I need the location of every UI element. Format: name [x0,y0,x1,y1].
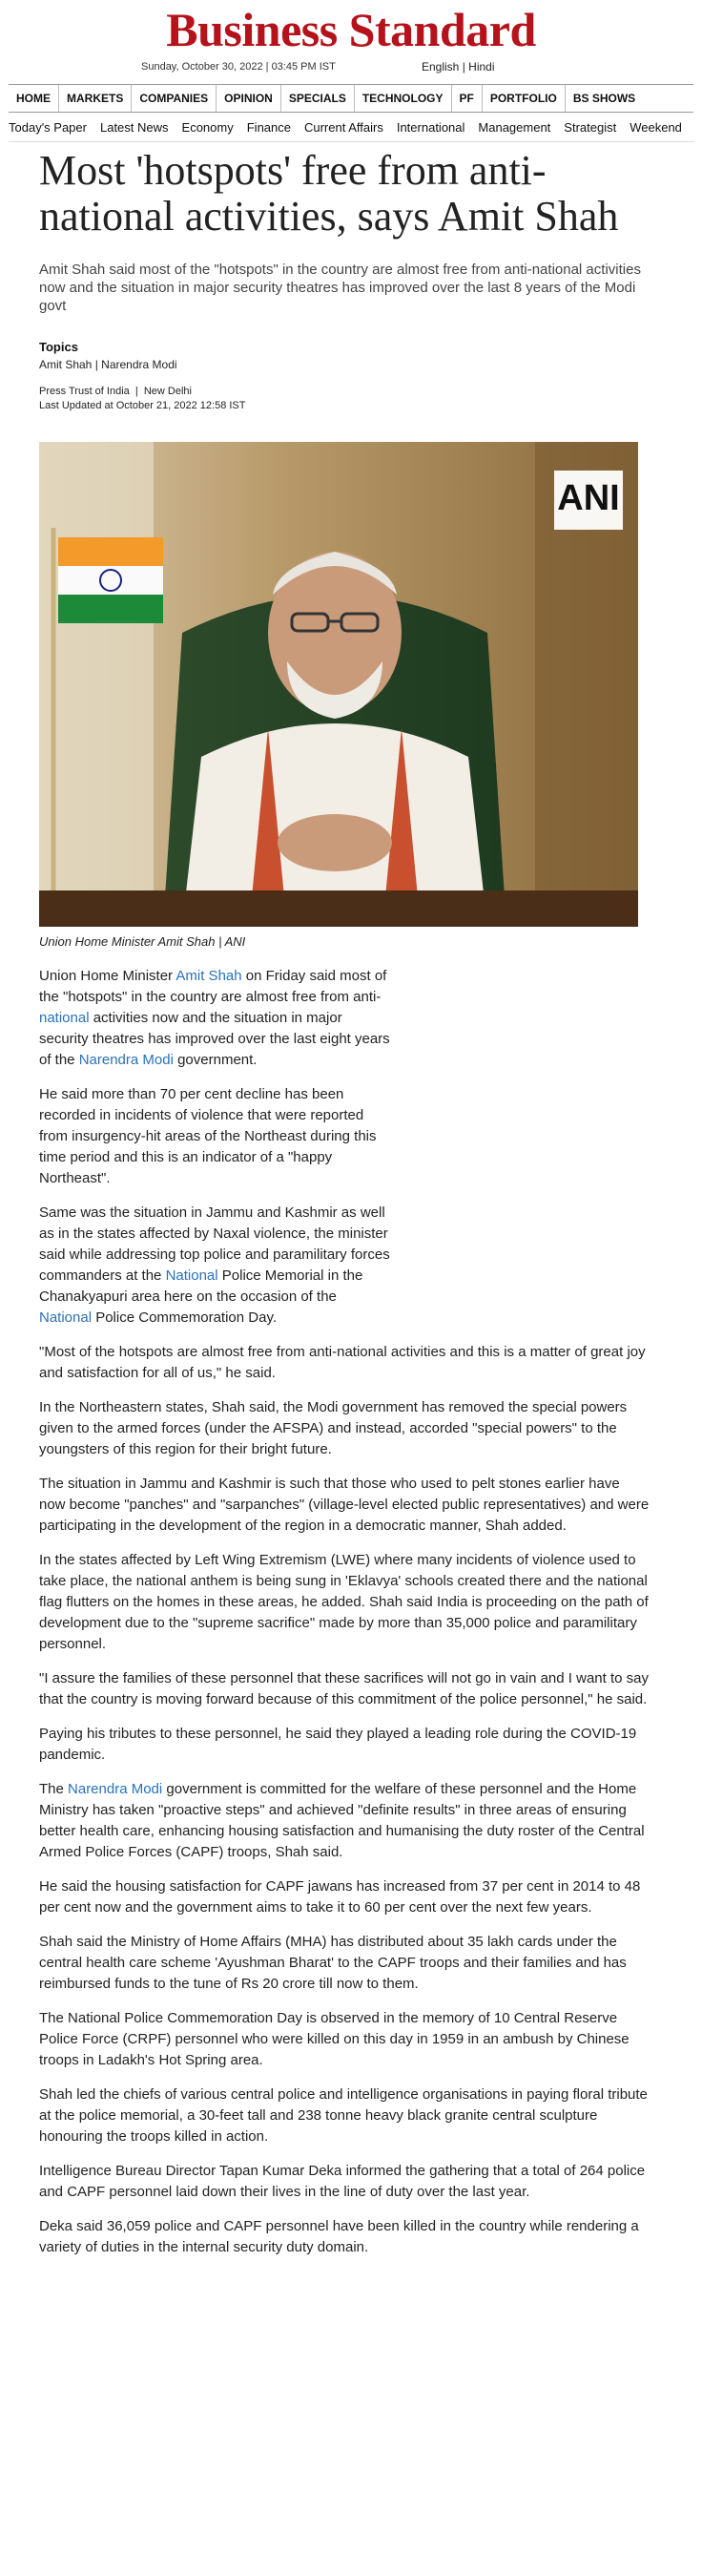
subnav-economy[interactable]: Economy [181,119,234,135]
sub-nav [9,113,693,142]
nav-specials[interactable]: SPECIALS [281,85,355,112]
text-run: The [39,1781,69,1797]
national-link[interactable]: National [165,1267,218,1284]
national-link[interactable]: National [39,1309,93,1326]
article-meta [39,385,702,413]
lang-separator: | [459,60,469,73]
nav-markets[interactable]: MARKETS [59,85,132,112]
narendra-modi-link[interactable]: Narendra Modi [78,1052,174,1068]
masthead [0,0,702,84]
text-run: Police Commemoration Day. [92,1309,277,1326]
main-nav [9,84,693,113]
paragraph-wrap [39,1203,392,1329]
lang-hindi-link[interactable]: Hindi [468,60,495,73]
language-switch [422,60,495,73]
subnav-international[interactable]: International [396,119,465,135]
nav-pf[interactable]: PF [452,85,483,112]
text-run: on Friday said most of the "hotspots" in the country are almost free from anti- [39,968,387,1005]
photo-caption: Union Home Minister Amit Shah | ANI [39,934,246,949]
paragraph: Shah said the Ministry of Home Affairs (MHA) has distributed about 35 lakh cards under the central health care scheme 'Ayushman Bharat' to the CAPF troops and their families and has reimbursed funds to the tune of Rs 20 crore till now to them. [39,1934,627,1992]
subnav-strategist[interactable]: Strategist [564,119,617,135]
article-source: Press Trust of India | New Delhi [39,386,192,397]
topic-amit-shah-link[interactable]: Amit Shah [39,358,93,371]
photo-illustration [39,442,638,927]
topic-narendra-modi-link[interactable]: Narendra Modi [101,358,177,371]
paragraph [39,1779,650,1863]
paragraph: Deka said 36,059 police and CAPF personnel have been killed in the country while rendering a variety of duties in the internal security duty domain. [39,2218,639,2255]
subnav-management[interactable]: Management [478,119,551,135]
subnav-todays-paper[interactable]: Today's Paper [9,119,87,135]
ani-watermark: ANI [557,478,620,518]
text-run: Police Memorial in the Chanakyapuri area here on the occasion of the [39,1267,363,1305]
paragraph: The National Police Commemoration Day is observed in the memory of 10 Central Reserve Police Force (CRPF) personnel who were killed on this day in 1959 in an ambush by Chinese troops in Ladakh's Hot Spring area. [39,2010,630,2068]
nav-bs-shows[interactable]: BS SHOWS [572,92,636,105]
article-summary: Amit Shah said most of the "hotspots" in the country are almost free from anti-national activities now and the situation in major security theatres has improved over the last 8 years of the Modi govt [39,262,641,314]
article-headline: Most 'hotspots' free from anti-national activities, says Amit Shah [39,147,619,240]
article-body [39,966,650,2258]
text-run: government. [173,1052,258,1068]
subnav-weekend[interactable]: Weekend [630,119,682,135]
nav-portfolio[interactable]: PORTFOLIO [483,85,566,112]
text-run: Same was the situation in Jammu and Kashmir as well as in the states affected by Naxal violence, the minister said while addressing top police and paramilitary forces commanders at the [39,1204,390,1284]
paragraph: Intelligence Bureau Director Tapan Kumar Deka informed the gathering that a total of 264 police and CAPF personnel laid down their lives in the line of duty over the last year. [39,2163,646,2200]
topic-separator: | [92,358,102,371]
article-photo [39,442,638,927]
dateline: Sunday, October 30, 2022 | 03:45 PM IST [141,61,336,73]
text-run: activities now and the situation in major security theatres has improved over the last eight years of the [39,1010,390,1068]
paragraph [39,966,392,1071]
paragraph: "I assure the families of these personnel that these sacrifices will not go in vain and I want to say that the country is moving forward because of this commitment of the police personnel," he said. [39,1670,649,1707]
paragraph: In the states affected by Left Wing Extremism (LWE) where many incidents of violence used to take place, the national anthem is being sung in 'Eklavya' schools created there and the national flag flutters on the homes in these areas, he added. Shah said India is proceeding on the path of development due to the "supreme sacrifice" made by more than 35,000 police and paramilitary personnel. [39,1552,649,1652]
paragraph: Shah led the chiefs of various central police and intelligence organisations in paying floral tribute at the police memorial, a 30-feet tall and 238 tonne heavy black granite central sculpture honouring the troops killed in action. [39,2086,648,2145]
nav-companies[interactable]: COMPANIES [132,85,217,112]
paragraph: In the Northeastern states, Shah said, the Modi government has removed the special powers given to the armed forces (under the AFSPA) and instead, accorded "special powers" to the youngsters of this region for their bright future. [39,1399,628,1457]
paragraph: He said more than 70 per cent decline has been recorded in incidents of violence that were reported from insurgency-hit areas of the Northeast during this time period and this is an indicator of a "happy Northeast". [39,1086,377,1186]
national-link[interactable]: national [39,1010,90,1026]
lang-english-link[interactable]: English [422,60,460,73]
paragraph: Paying his tributes to these personnel, he said they played a leading role during the COVID-19 pandemic. [39,1726,637,1763]
subnav-finance[interactable]: Finance [246,119,291,135]
text-run: Union Home Minister [39,968,176,984]
paragraph [39,1203,650,1329]
paragraph: He said the housing satisfaction for CAPF jawans has increased from 37 per cent in 2014 to 48 per cent now and the government aims to take it to 60 per cent over the next few years. [39,1878,641,1916]
narendra-modi-link[interactable]: Narendra Modi [68,1781,163,1797]
nav-home[interactable]: HOME [9,85,59,112]
subnav-current-affairs[interactable]: Current Affairs [303,119,383,135]
article [0,148,702,2258]
paragraph: "Most of the hotspots are almost free from anti-national activities and this is a matter of great joy and satisfaction for all of us," he said. [39,1344,646,1381]
nav-opinion[interactable]: OPINION [217,85,281,112]
nav-technology[interactable]: TECHNOLOGY [355,85,452,112]
text-run: government is committed for the welfare of these personnel and the Home Ministry has taken "proactive steps" and achieved "definite results" in three areas of ensuring better health care, enhancing housing satisfaction and humanising the duty roster of the Central Armed Police Forces (CAPF) troops, Shah said. [39,1781,645,1860]
amit-shah-link[interactable]: Amit Shah [176,968,242,984]
article-updated: Last Updated at October 21, 2022 12:58 IST [39,400,246,411]
subnav-latest-news[interactable]: Latest News [99,119,169,135]
topics-heading: Topics [39,340,78,354]
paragraph: The situation in Jammu and Kashmir is such that those who used to pelt stones earlier have now become "panches" and "sarpanches" (village-level elected public representatives) and were participating in the development of the region in a democratic manner, Shah added. [39,1476,650,1534]
topics-list [39,358,702,371]
site-logo[interactable]: Business Standard [166,3,536,56]
